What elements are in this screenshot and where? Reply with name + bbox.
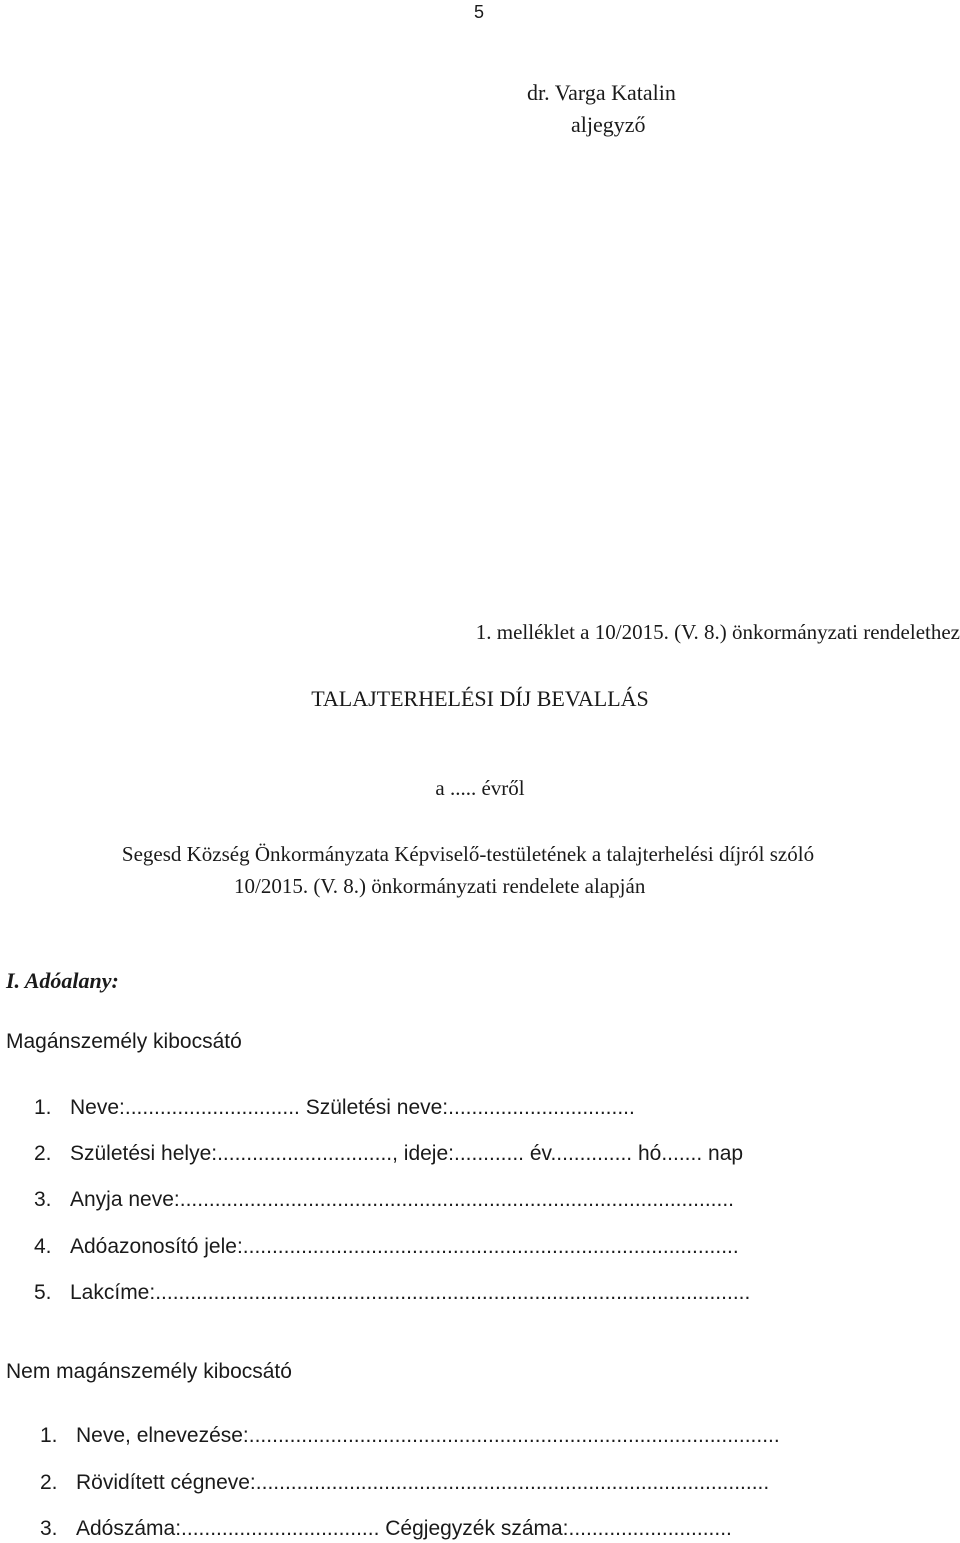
list-item bbox=[34, 1281, 750, 1305]
list-item bbox=[34, 1188, 734, 1212]
item-text: Neve:.............................. Születési neve:................................ bbox=[70, 1096, 635, 1119]
item-text: Rövidített cégneve:........................................................................................ bbox=[76, 1471, 770, 1494]
item-number: 2. bbox=[40, 1471, 58, 1494]
list-item bbox=[34, 1096, 635, 1120]
item-text: Lakcíme:...................................................................................................... bbox=[70, 1281, 751, 1304]
list-item bbox=[40, 1471, 769, 1495]
item-text: Neve, elnevezése:........................................................................................... bbox=[76, 1424, 780, 1447]
page-number: 5 bbox=[474, 2, 485, 22]
signature-title: aljegyző bbox=[571, 112, 646, 137]
item-number: 4. bbox=[34, 1235, 52, 1258]
signature-name: dr. Varga Katalin bbox=[527, 80, 676, 105]
item-number: 2. bbox=[34, 1142, 52, 1165]
item-number: 1. bbox=[34, 1096, 52, 1119]
item-text: Adószáma:.................................. Cégjegyzék száma:............................ bbox=[76, 1517, 732, 1540]
item-number: 3. bbox=[34, 1188, 52, 1211]
item-text: Anyja neve:............................................................................................... bbox=[70, 1188, 735, 1211]
annex-line: 1. melléklet a 10/2015. (V. 8.) önkormányzati rendelethez bbox=[475, 620, 960, 644]
list-item bbox=[34, 1142, 743, 1166]
year-line: a ..... évről bbox=[435, 776, 525, 800]
legal-basis-line-2: 10/2015. (V. 8.) önkormányzati rendelete alapján bbox=[234, 874, 646, 898]
item-text: Születési helye:.............................., ideje:............ év.............. hó....... nap bbox=[70, 1142, 744, 1165]
list-item bbox=[40, 1424, 780, 1448]
item-number: 3. bbox=[40, 1517, 58, 1540]
item-number: 1. bbox=[40, 1424, 58, 1447]
private-emitter-heading: Magánszemély kibocsátó bbox=[6, 1030, 242, 1053]
item-number: 5. bbox=[34, 1281, 52, 1304]
nonprivate-emitter-heading: Nem magánszemély kibocsátó bbox=[6, 1360, 292, 1383]
item-text: Adóazonosító jele:..................................................................................... bbox=[70, 1235, 739, 1258]
legal-basis-line-1: Segesd Község Önkormányzata Képviselő-testületének a talajterhelési díjról szóló bbox=[121, 842, 815, 866]
section-title: I. Adóalany: bbox=[6, 968, 119, 993]
form-title: TALAJTERHELÉSI DÍJ BEVALLÁS bbox=[311, 686, 649, 711]
list-item bbox=[40, 1517, 732, 1541]
list-item bbox=[34, 1235, 739, 1259]
